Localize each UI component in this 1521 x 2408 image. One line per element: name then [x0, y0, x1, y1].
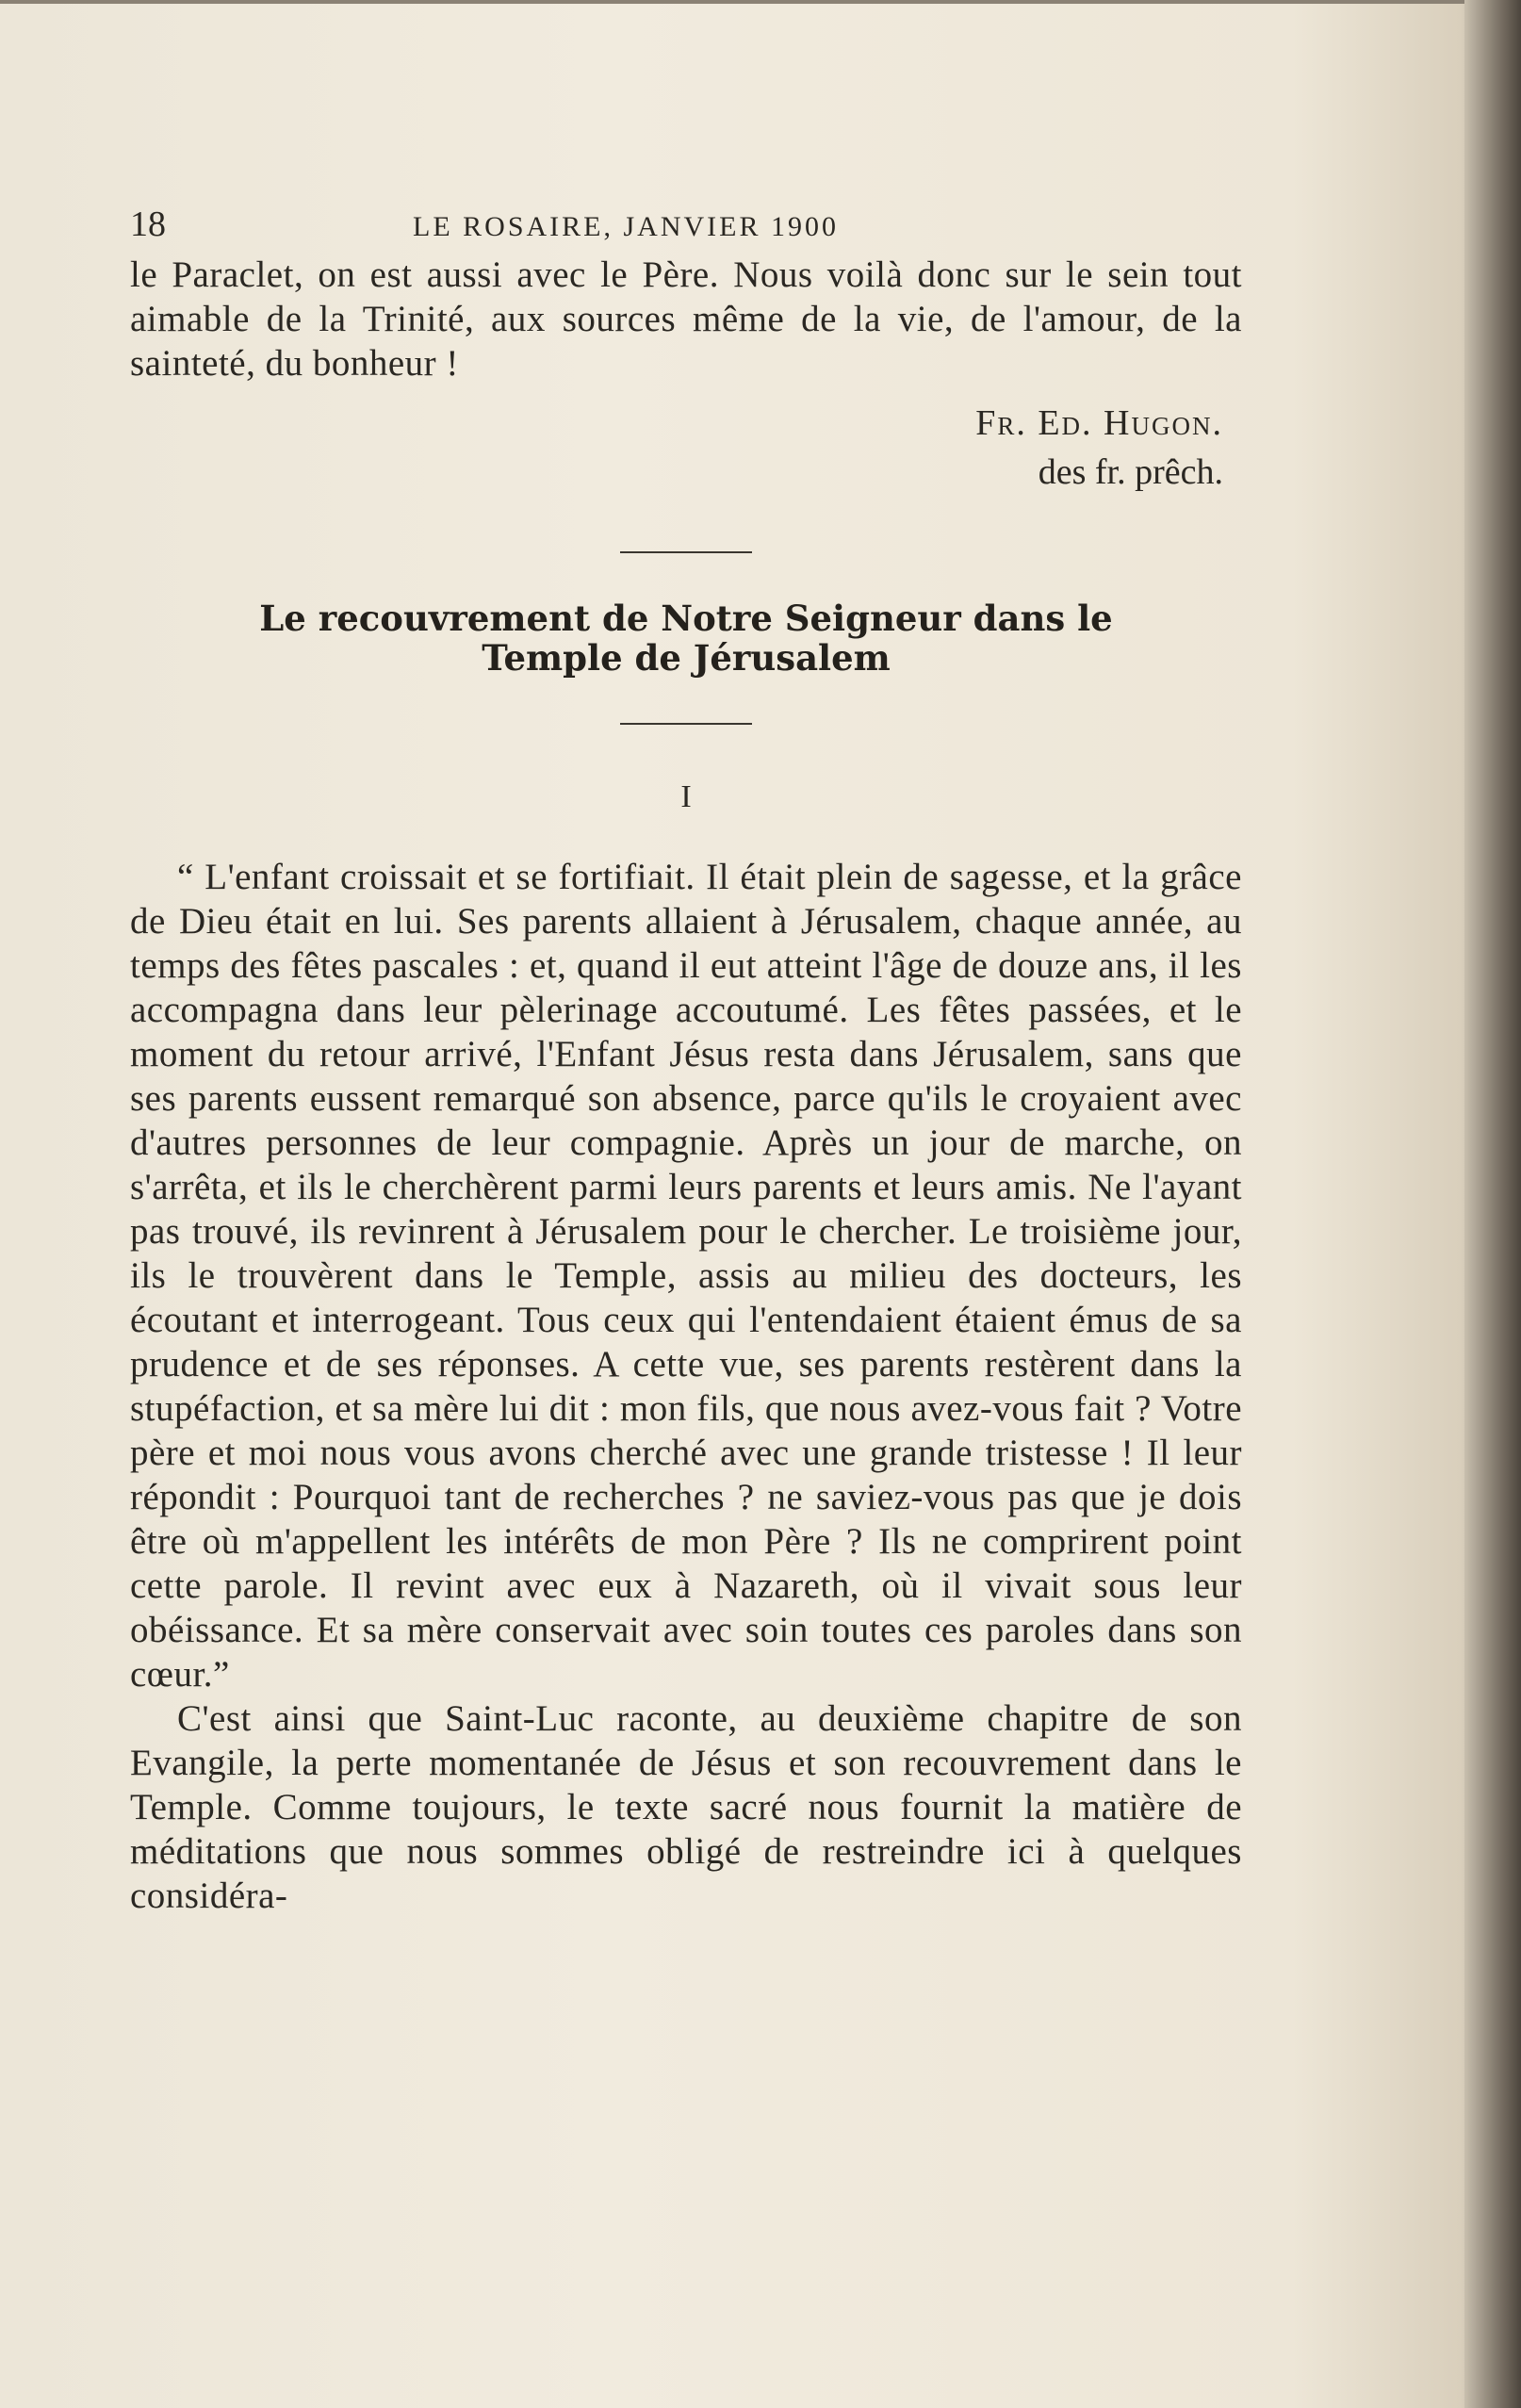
- section-number: I: [680, 779, 692, 814]
- quote-paragraph: “ L'enfant croissait et se fortifiait. Il était plein de sagesse, et la grâce de Dieu était en lui. Ses parents allaient à Jérusalem, chaque année, au temps des fêtes pascales : et, quand il eut atteint l'âge de douze ans, il les accompagna dans leur pèlerinage accoutumé. Les fêtes passées, et le moment du retour arrivé, l'Enfant Jésus resta dans Jérusalem, sans que ses parents eussent remarqué son absence, parce qu'ils le croyaient avec d'autres personnes de leur compagnie. Après un jour de marche, on s'arrêta, et ils le cherchèrent parmi leurs parents et leurs amis. Ne l'ayant pas trouvé, ils revinrent à Jérusalem pour le chercher. Le troisième jour, ils le trouvèrent dans le Temple, assis au milieu des docteurs, les écoutant et interrogeant. Tous ceux qui l'entendaient étaient émus de sa prudence et de ses réponses. A cette vue, ses parents restèrent dans la stupéfaction, et sa mère lui dit : mon fils, que nous avez-vous fait ? Votre père et moi nous vous avons cherché avec une grande tristesse ! Il leur répondit : Pourquoi tant de recherches ? ne saviez-vous pas que je dois être où m'appellent les intérêts de mon Père ? Ils ne comprirent point cette parole. Il revint avec eux à Nazareth, où il vivait sous leur obéissance. Et sa mère conservait avec soin toutes ces paroles dans son cœur.”: [130, 857, 1242, 1695]
- article-title-line-2: Temple de Jérusalem: [482, 637, 891, 679]
- text-column: [130, 204, 1242, 1918]
- running-head-title: LE ROSAIRE, JANVIER 1900: [413, 211, 839, 242]
- page-binding-edge: [1464, 0, 1521, 2408]
- page-number: 18: [130, 205, 166, 244]
- opening-paragraph: [130, 253, 1242, 385]
- article-title: [130, 598, 1242, 678]
- signature-title: des fr. prêch.: [1038, 452, 1223, 492]
- divider-rule: [620, 551, 752, 553]
- article-title-line-1: Le recouvrement de Notre Seigneur dans le: [259, 598, 1113, 639]
- running-head: [130, 204, 1242, 253]
- signature: [130, 399, 1242, 497]
- signature-name: Fr. Ed. Hugon.: [975, 403, 1223, 443]
- page-top-edge: [0, 0, 1521, 4]
- article-body: [130, 855, 1242, 1918]
- opening-paragraph-text: le Paraclet, on est aussi avec le Père. Nous voilà donc sur le sein tout aimable de la Trinité, aux sources même de la vie, de l'amour, de la sainteté, du bonheur !: [130, 254, 1242, 384]
- commentary-paragraph: C'est ainsi que Saint-Luc raconte, au deuxième chapitre de son Evangile, la perte momentanée de Jésus et son recouvrement dans le Temple. Comme toujours, le texte sacré nous fournit la matière de méditations que nous sommes obligé de restreindre ici à quelques considéra-: [130, 1698, 1242, 1916]
- divider-rule: [620, 723, 752, 725]
